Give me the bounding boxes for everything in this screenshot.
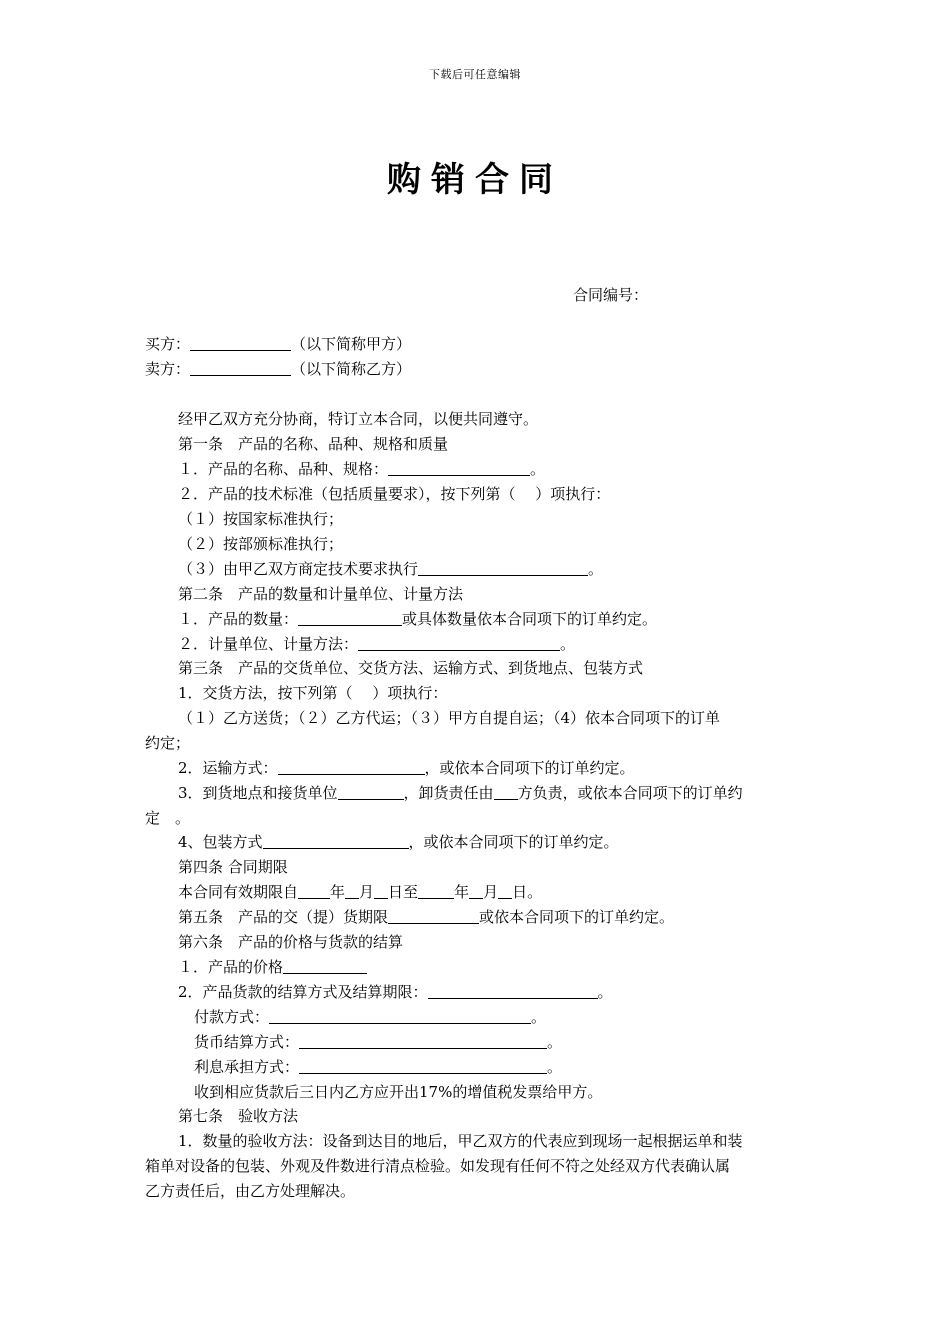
article-1-option-3-label: （３）由甲乙双方商定技术要求执行 [178,560,419,578]
article-1-option-3 [178,559,603,579]
article-6-item-1-label: １．产品的价格 [178,958,284,976]
article-1-item-1 [178,459,545,479]
article-2-item-2-label: ２．计量单位、计量方法： [178,635,359,653]
intro-text: 经甲乙双方充分协商，特订立本合同，以便共同遵守。 [178,410,539,428]
currency-method-label: 货币结算方式： [194,1033,300,1051]
article-6-item-2-label: 2．产品货款的结算方式及结算期限： [178,983,428,1001]
price-blank[interactable] [283,958,367,974]
article-3-item-2 [178,758,635,778]
payment-method-blank[interactable] [269,1008,531,1024]
quantity-blank[interactable] [298,610,402,626]
contract-number-label: 合同编号： [573,286,649,304]
article-7-title: 第七条 验收方法 [178,1107,299,1125]
article-7-item-1-line-1: 1．数量的验收方法：设备到达目的地后，甲乙双方的代表应到现场一起根据运单和装 [178,1132,743,1150]
start-month-blank[interactable] [345,883,359,899]
article-5 [178,907,674,927]
end-day-blank[interactable] [498,883,512,899]
article-6-title: 第六条 产品的价格与货款的结算 [178,933,404,951]
article-7-item-1-line-3: 乙方责任后，由乙方处理解决。 [145,1182,356,1200]
article-1-option-2: （２）按部颁标准执行； [178,535,344,553]
start-day-blank[interactable] [374,883,388,899]
payment-method-end: 。 [531,1008,547,1026]
seller-line [145,359,411,379]
seller-blank[interactable] [190,360,291,376]
page-header-note: 下载后可任意编辑 [429,68,521,81]
document-title: 购销合同 [387,160,563,200]
article-2-item-1-end: 或具体数量依本合同项下的订单约定。 [402,610,658,628]
buyer-line [145,334,411,354]
article-6-item-2-end: 。 [597,983,613,1001]
start-year-blank[interactable] [298,883,330,899]
article-3-item-2-end: ，或依本合同项下的订单约定。 [424,759,635,777]
article-3-item-3-mid: ，卸货责任由 [403,784,494,802]
end-month-label: 月 [483,883,499,901]
article-4-title: 第四条 合同期限 [178,858,288,876]
payment-method-line [194,1007,546,1027]
article-3-item-2-label: 2．运输方式： [178,759,278,777]
article-3-item-4-end: ，或依本合同项下的订单约定。 [408,833,619,851]
article-6-item-1 [178,957,367,977]
seller-label: 卖方： [145,360,191,378]
packaging-blank[interactable] [263,833,409,849]
article-1-item-2: ２．产品的技术标准（包括质量要求），按下列第（ ）项执行： [178,485,611,503]
delivery-place-blank[interactable] [338,784,404,800]
article-4-label: 本合同有效期限自 [178,883,299,901]
article-2-item-2 [178,634,575,654]
article-1-option-3-end: 。 [588,560,604,578]
article-3-item-1: 1．交货方法，按下列第（ ）项执行： [178,684,448,702]
article-6-item-2 [178,982,613,1002]
article-7-item-1-line-2: 箱单对设备的包装、外观及件数进行清点检验。如发现有任何不符之处经双方代表确认属 [145,1157,731,1175]
currency-method-end: 。 [547,1033,563,1051]
article-1-option-1: （１）按国家标准执行； [178,510,344,528]
article-3-item-3-end: 方负责，或依本合同项下的订单约 [517,784,743,802]
article-2-item-2-end: 。 [560,635,576,653]
article-2-item-1-label: １．产品的数量： [178,610,299,628]
seller-suffix: （以下简称乙方） [291,360,412,378]
currency-method-blank[interactable] [299,1033,547,1049]
end-year-label: 年 [454,883,470,901]
measurement-blank[interactable] [358,635,560,651]
article-1-title: 第一条 产品的名称、品种、规格和质量 [178,435,449,453]
buyer-label: 买方： [145,335,191,353]
article-5-end: 或依本合同项下的订单约定。 [479,908,675,926]
invoice-text: 收到相应货款后三日内乙方应开出17%的增值税发票给甲方。 [194,1083,603,1101]
end-day-label: 日。 [512,883,543,901]
end-month-blank[interactable] [469,883,483,899]
settlement-blank[interactable] [428,983,598,999]
delivery-period-blank[interactable] [388,908,479,924]
article-3-item-1-options: （１）乙方送货；（２）乙方代运；（３）甲方自提自运；（4）依本合同项下的订单 [178,709,721,727]
start-year-label: 年 [330,883,346,901]
article-3-item-1-options-cont: 约定； [145,734,191,752]
interest-method-label: 利息承担方式： [194,1058,300,1076]
article-3-item-3 [178,783,743,803]
article-3-title: 第三条 产品的交货单位、交货方法、运输方式、到货地点、包装方式 [178,659,644,677]
article-3-item-3-label: 3．到货地点和接货单位 [178,784,338,802]
unloading-party-blank[interactable] [494,784,518,800]
article-2-item-1 [178,609,657,629]
article-3-item-4-label: 4、包装方式 [178,833,263,851]
end-year-blank[interactable] [418,883,454,899]
article-3-item-3-cont: 定 。 [145,809,191,827]
article-3-item-4 [178,832,619,852]
article-5-label: 第五条 产品的交（提）货期限 [178,908,389,926]
article-4-text [178,882,542,902]
interest-method-end: 。 [547,1058,563,1076]
buyer-suffix: （以下简称甲方） [291,335,412,353]
currency-method-line [194,1032,562,1052]
buyer-blank[interactable] [190,335,291,351]
transport-blank[interactable] [278,759,425,775]
payment-method-label: 付款方式： [194,1008,270,1026]
product-name-blank[interactable] [388,460,530,476]
article-1-item-1-label: １．产品的名称、品种、规格： [178,460,389,478]
article-1-item-1-end: 。 [530,460,546,478]
interest-method-line [194,1057,562,1077]
start-day-label: 日至 [388,883,419,901]
interest-method-blank[interactable] [299,1058,547,1074]
article-2-title: 第二条 产品的数量和计量单位、计量方法 [178,585,464,603]
tech-requirement-blank[interactable] [418,560,588,576]
start-month-label: 月 [359,883,375,901]
